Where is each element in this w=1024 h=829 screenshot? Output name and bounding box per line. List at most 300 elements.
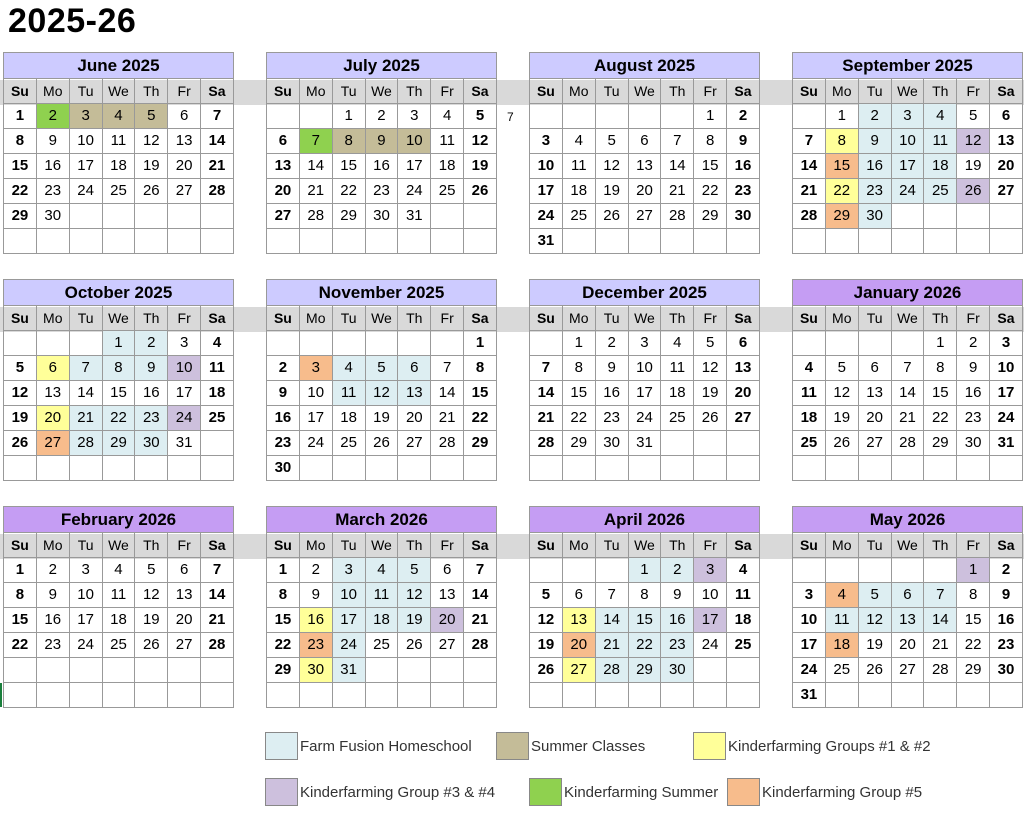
day-cell: 27 [629,204,662,229]
weekday-header: Tu [596,306,629,331]
day-cell: 23 [859,179,892,204]
empty-cell [892,204,925,229]
empty-cell [37,331,70,356]
day-cell: 25 [103,179,136,204]
day-cell: 20 [37,406,70,431]
month-calendar [792,52,1023,254]
weekday-header: Fr [431,79,464,104]
day-cell: 1 [267,558,300,583]
day-cell: 29 [464,431,497,456]
empty-cell [201,204,234,229]
weekday-header: Tu [596,533,629,558]
day-cell: 7 [431,356,464,381]
empty-cell [957,683,990,708]
day-cell: 31 [629,431,662,456]
day-cell: 18 [201,381,234,406]
empty-cell [431,683,464,708]
day-cell: 19 [464,154,497,179]
day-cell: 20 [398,406,431,431]
empty-cell [431,229,464,254]
month-calendar [529,52,760,254]
day-cell: 24 [333,633,366,658]
weekday-header: Th [135,79,168,104]
empty-cell [464,204,497,229]
day-cell: 28 [300,204,333,229]
day-cell: 7 [201,104,234,129]
day-cell: 10 [300,381,333,406]
empty-cell [333,331,366,356]
day-cell: 31 [398,204,431,229]
empty-cell [563,229,596,254]
day-cell: 28 [201,179,234,204]
day-cell: 11 [201,356,234,381]
day-cell: 4 [201,331,234,356]
legend-swatch [693,732,726,760]
empty-cell [431,331,464,356]
empty-cell [629,229,662,254]
day-cell: 23 [37,179,70,204]
day-cell: 21 [300,179,333,204]
day-cell: 26 [135,179,168,204]
day-cell: 12 [596,154,629,179]
weekday-header: Fr [957,533,990,558]
empty-cell [859,331,892,356]
day-cell: 22 [924,406,957,431]
weekday-header: Fr [431,306,464,331]
day-cell: 23 [957,406,990,431]
month-title: February 2026 [4,507,234,533]
day-cell: 30 [267,456,300,481]
day-cell: 15 [826,154,859,179]
empty-cell [201,431,234,456]
empty-cell [990,456,1023,481]
day-cell: 21 [924,633,957,658]
empty-cell [892,558,925,583]
day-cell: 17 [70,608,103,633]
day-cell: 10 [333,583,366,608]
empty-cell [661,104,694,129]
day-cell: 22 [4,179,37,204]
day-cell: 27 [859,431,892,456]
empty-cell [366,229,399,254]
day-cell: 21 [201,608,234,633]
day-cell: 7 [924,583,957,608]
day-cell: 12 [135,129,168,154]
empty-cell [826,229,859,254]
empty-cell [333,229,366,254]
day-cell: 6 [563,583,596,608]
day-cell: 15 [267,608,300,633]
day-cell: 23 [135,406,168,431]
empty-cell [70,229,103,254]
day-cell: 16 [596,381,629,406]
day-cell: 19 [826,406,859,431]
day-cell: 14 [530,381,563,406]
day-cell: 25 [563,204,596,229]
day-cell: 7 [464,558,497,583]
empty-cell [924,229,957,254]
day-cell: 2 [596,331,629,356]
day-cell: 28 [530,431,563,456]
month-title: November 2025 [267,280,497,306]
day-cell: 21 [201,154,234,179]
month-calendar [3,506,234,708]
empty-cell [366,456,399,481]
day-cell: 1 [826,104,859,129]
weekday-header: We [629,306,662,331]
day-cell: 2 [37,558,70,583]
month-calendar [792,506,1023,708]
day-cell: 19 [398,608,431,633]
empty-cell [366,683,399,708]
empty-cell [37,229,70,254]
empty-cell [366,331,399,356]
day-cell: 14 [793,154,826,179]
day-cell: 14 [892,381,925,406]
day-cell: 12 [398,583,431,608]
day-cell: 27 [563,658,596,683]
day-cell: 29 [267,658,300,683]
weekday-header: Th [661,79,694,104]
weekday-header: Tu [859,306,892,331]
empty-cell [694,683,727,708]
day-cell: 15 [924,381,957,406]
weekday-header: Fr [168,79,201,104]
month-title: March 2026 [267,507,497,533]
weekday-header: We [629,79,662,104]
empty-cell [530,456,563,481]
empty-cell [530,331,563,356]
day-cell: 28 [661,204,694,229]
day-cell: 24 [629,406,662,431]
day-cell: 9 [37,583,70,608]
day-cell: 22 [826,179,859,204]
day-cell: 31 [333,658,366,683]
day-cell: 6 [267,129,300,154]
weekday-header: We [366,533,399,558]
empty-cell [300,456,333,481]
day-cell: 3 [990,331,1023,356]
day-cell: 27 [37,431,70,456]
day-cell: 30 [727,204,760,229]
day-cell: 26 [366,431,399,456]
day-cell: 13 [727,356,760,381]
weekday-header: Mo [563,79,596,104]
day-cell: 13 [37,381,70,406]
empty-cell [661,683,694,708]
day-cell: 4 [333,356,366,381]
empty-cell [168,683,201,708]
empty-cell [70,658,103,683]
day-cell: 14 [201,129,234,154]
weekday-header: Th [135,306,168,331]
day-cell: 24 [793,658,826,683]
empty-cell [103,229,136,254]
day-cell: 5 [859,583,892,608]
empty-cell [826,558,859,583]
legend-swatch [265,778,298,806]
day-cell: 22 [957,633,990,658]
weekday-header: We [366,79,399,104]
day-cell: 25 [924,179,957,204]
weekday-header: Fr [957,306,990,331]
day-cell: 11 [563,154,596,179]
day-cell: 25 [727,633,760,658]
weekday-header: Fr [431,533,464,558]
day-cell: 21 [661,179,694,204]
empty-cell [70,683,103,708]
day-cell: 29 [826,204,859,229]
empty-cell [924,683,957,708]
day-cell: 10 [793,608,826,633]
day-cell: 12 [4,381,37,406]
day-cell: 17 [629,381,662,406]
day-cell: 27 [431,633,464,658]
empty-cell [859,558,892,583]
day-cell: 12 [859,608,892,633]
day-cell: 18 [366,608,399,633]
day-cell: 13 [892,608,925,633]
day-cell: 7 [201,558,234,583]
empty-cell [924,456,957,481]
day-cell: 24 [70,179,103,204]
empty-cell [135,658,168,683]
day-cell: 11 [661,356,694,381]
day-cell: 26 [826,431,859,456]
empty-cell [431,204,464,229]
empty-cell [103,456,136,481]
weekday-header: Mo [563,533,596,558]
day-cell: 8 [103,356,136,381]
day-cell: 23 [727,179,760,204]
weekday-header: Mo [300,306,333,331]
day-cell: 7 [530,356,563,381]
day-cell: 12 [135,583,168,608]
weekday-header: Sa [990,306,1023,331]
day-cell: 20 [727,381,760,406]
empty-cell [661,431,694,456]
day-cell: 6 [168,558,201,583]
day-cell: 8 [4,583,37,608]
day-cell: 1 [924,331,957,356]
day-cell: 1 [563,331,596,356]
day-cell: 30 [596,431,629,456]
weekday-header: Sa [464,306,497,331]
empty-cell [201,658,234,683]
empty-cell [300,229,333,254]
weekday-header: Th [924,533,957,558]
day-cell: 30 [366,204,399,229]
empty-cell [103,683,136,708]
empty-cell [793,331,826,356]
day-cell: 24 [530,204,563,229]
empty-cell [694,456,727,481]
day-cell: 2 [727,104,760,129]
day-cell: 29 [924,431,957,456]
weekday-header: Tu [70,533,103,558]
weekday-header: Fr [168,306,201,331]
empty-cell [135,229,168,254]
page-title: 2025-26 [8,2,137,40]
day-cell: 24 [300,431,333,456]
day-cell: 9 [267,381,300,406]
month-title: April 2026 [530,507,760,533]
day-cell: 13 [267,154,300,179]
weekday-header: Th [398,79,431,104]
empty-cell [4,229,37,254]
day-cell: 9 [990,583,1023,608]
weekday-header: Th [924,306,957,331]
day-cell: 19 [694,381,727,406]
day-cell: 9 [37,129,70,154]
month-calendar [529,506,760,708]
day-cell: 13 [629,154,662,179]
empty-cell [168,229,201,254]
day-cell: 15 [333,154,366,179]
day-cell: 24 [398,179,431,204]
weekday-header: Th [398,533,431,558]
day-cell: 10 [70,129,103,154]
empty-cell [267,683,300,708]
day-cell: 28 [892,431,925,456]
weekday-header: Th [398,306,431,331]
day-cell: 1 [103,331,136,356]
empty-cell [924,558,957,583]
day-cell: 21 [431,406,464,431]
day-cell: 30 [957,431,990,456]
day-cell: 19 [596,179,629,204]
weekday-header: Sa [464,533,497,558]
day-cell: 9 [859,129,892,154]
day-cell: 13 [990,129,1023,154]
day-cell: 9 [300,583,333,608]
empty-cell [103,204,136,229]
empty-cell [333,683,366,708]
weekday-header: Mo [826,533,859,558]
day-cell: 31 [990,431,1023,456]
weekday-header: Fr [694,79,727,104]
empty-cell [201,229,234,254]
empty-cell [464,456,497,481]
empty-cell [892,683,925,708]
day-cell: 1 [629,558,662,583]
day-cell: 8 [957,583,990,608]
day-cell: 17 [168,381,201,406]
day-cell: 13 [431,583,464,608]
day-cell: 21 [793,179,826,204]
day-cell: 26 [4,431,37,456]
empty-cell [859,456,892,481]
weekday-header: Fr [957,79,990,104]
day-cell: 29 [333,204,366,229]
day-cell: 22 [629,633,662,658]
day-cell: 18 [826,633,859,658]
empty-cell [37,456,70,481]
weekday-header: Tu [70,79,103,104]
day-cell: 25 [826,658,859,683]
day-cell: 4 [793,356,826,381]
day-cell: 26 [530,658,563,683]
day-cell: 15 [694,154,727,179]
day-cell: 13 [563,608,596,633]
empty-cell [826,683,859,708]
day-cell: 14 [464,583,497,608]
day-cell: 4 [661,331,694,356]
day-cell: 25 [366,633,399,658]
empty-cell [398,658,431,683]
empty-cell [563,456,596,481]
day-cell: 17 [333,608,366,633]
day-cell: 4 [103,104,136,129]
day-cell: 9 [727,129,760,154]
day-cell: 8 [826,129,859,154]
day-cell: 23 [990,633,1023,658]
weekday-header: Su [4,533,37,558]
weekday-header: Sa [990,79,1023,104]
weekday-header: Fr [168,533,201,558]
day-cell: 25 [431,179,464,204]
day-cell: 18 [103,154,136,179]
empty-cell [37,658,70,683]
weekday-header: Su [530,306,563,331]
day-cell: 5 [366,356,399,381]
day-cell: 2 [661,558,694,583]
legend-item [727,778,922,806]
weekday-header: Su [267,306,300,331]
legend-item [265,778,495,806]
day-cell: 15 [629,608,662,633]
empty-cell [135,204,168,229]
day-cell: 25 [201,406,234,431]
weekday-header: Tu [859,533,892,558]
day-cell: 7 [596,583,629,608]
day-cell: 23 [37,633,70,658]
day-cell: 7 [793,129,826,154]
day-cell: 5 [4,356,37,381]
day-cell: 16 [37,608,70,633]
empty-cell [464,683,497,708]
day-cell: 30 [300,658,333,683]
legend-label: Kinderfarming Group #3 & #4 [300,783,496,801]
empty-cell [300,683,333,708]
empty-cell [168,658,201,683]
empty-cell [892,456,925,481]
day-cell: 18 [563,179,596,204]
day-cell: 30 [135,431,168,456]
day-cell: 19 [530,633,563,658]
day-cell: 5 [826,356,859,381]
day-cell: 2 [366,104,399,129]
legend-item [529,778,718,806]
day-cell: 12 [957,129,990,154]
day-cell: 22 [464,406,497,431]
weekday-header: Sa [464,79,497,104]
empty-cell [892,229,925,254]
day-cell: 29 [4,204,37,229]
weekday-header: Su [4,79,37,104]
day-cell: 3 [168,331,201,356]
month-calendar [3,52,234,254]
day-cell: 4 [826,583,859,608]
empty-cell [431,456,464,481]
empty-cell [201,456,234,481]
weekday-header: Th [924,79,957,104]
weekday-header: Mo [300,533,333,558]
day-cell: 17 [398,154,431,179]
weekday-header: Su [793,306,826,331]
day-cell: 28 [924,658,957,683]
day-cell: 2 [990,558,1023,583]
